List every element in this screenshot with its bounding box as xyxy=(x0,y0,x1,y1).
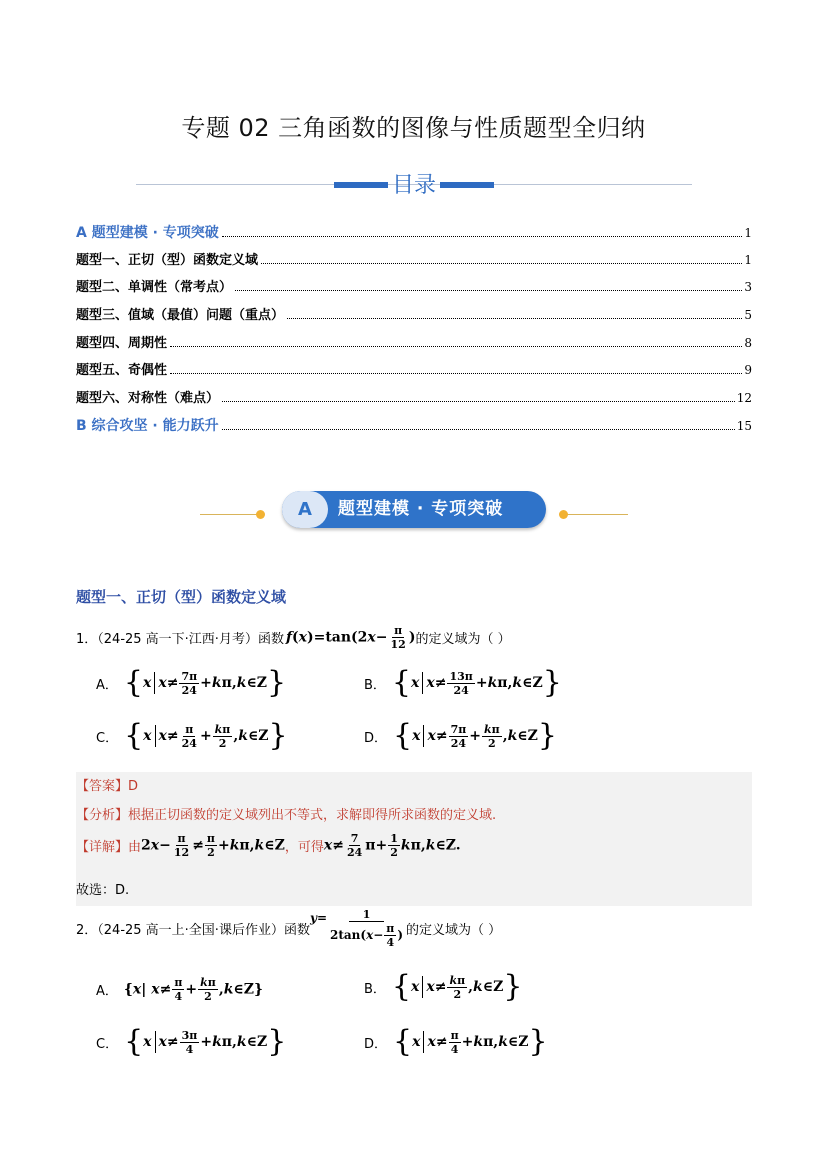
toc-page: 12 xyxy=(736,391,752,405)
toc-label: A 题型建模 · 专项突破 xyxy=(76,225,219,241)
toc-leader xyxy=(170,346,742,347)
detail-formula-1: 2x− $\frac{\pi}{12}$ ≠ $\frac{\pi}{2}$ +kπ,k∈Z xyxy=(141,832,285,859)
toc-page: 15 xyxy=(736,419,752,433)
option-c-formula: {x x≠ $\frac{\pi}{24}$ + $\frac{k\pi}{2}$ ,k∈Z} xyxy=(124,718,288,753)
option-d-formula: {x x≠ $\frac{7\pi}{24}$ + $\frac{k\pi}{2}$ ,k∈Z} xyxy=(393,718,557,753)
toc-page: 1 xyxy=(744,226,752,240)
toc-label: 题型三、值域（最值）问题（重点） xyxy=(76,308,285,323)
toc-leader xyxy=(170,373,742,374)
banner-line-left xyxy=(200,514,262,515)
option-b[interactable]: B． {x x≠ $\frac{k\pi}{2}$ ,k∈Z} xyxy=(364,969,523,1004)
question-1 xyxy=(76,624,511,651)
option-a[interactable]: A． {x x≠ $\frac{7\pi}{24}$ +kπ,k∈Z} xyxy=(96,665,287,700)
option-b-formula: {x x≠ $\frac{k\pi}{2}$ ,k∈Z} xyxy=(391,969,523,1004)
section-heading: 题型一、正切（型）函数定义域 xyxy=(76,588,287,606)
banner-line-right xyxy=(566,514,628,515)
option-a-formula: {x x≠ $\frac{7\pi}{24}$ +kπ,k∈Z} xyxy=(123,665,287,700)
option-c[interactable]: C． {x x≠ $\frac{3\pi}{4}$ +kπ,k∈Z} xyxy=(96,1024,287,1059)
toc-leader xyxy=(261,263,742,264)
section-banner xyxy=(282,491,546,528)
q1-formula: f(x)=tan(2x− $\frac{\pi}{12}$ ) xyxy=(285,624,416,651)
toc-heading: 目录 xyxy=(391,173,436,198)
toc-leader xyxy=(222,429,735,430)
toc-row[interactable] xyxy=(76,359,752,379)
toc-row[interactable] xyxy=(76,415,752,435)
question-suffix: 的定义域为（ ） xyxy=(406,923,502,938)
detail-formula-2: x≠ $\frac{7}{24}$ π+ $\frac{1}{2}$ kπ,k∈Z. xyxy=(323,832,461,859)
toc-row[interactable] xyxy=(76,387,752,407)
banner-letter: A xyxy=(282,491,328,528)
toc-label: 题型四、周期性 xyxy=(76,336,168,351)
option-c-formula: {x x≠ $\frac{3\pi}{4}$ +kπ,k∈Z} xyxy=(124,1024,287,1059)
page-title: 专题 02 三角函数的图像与性质题型全归纳 xyxy=(181,114,646,142)
toc-row[interactable] xyxy=(76,249,752,269)
toc-row[interactable] xyxy=(76,222,752,242)
question-2 xyxy=(76,908,501,949)
toc-label: 题型六、对称性（难点） xyxy=(76,391,220,406)
analysis-line: 【分析】根据正切函数的定义域列出不等式，求解即得所求函数的定义域. xyxy=(76,808,497,823)
option-b-formula: {x x≠ $\frac{13\pi}{24}$ +kπ,k∈Z} xyxy=(391,665,562,700)
conclusion-line: 故选：D. xyxy=(76,883,130,898)
toc-row[interactable] xyxy=(76,304,752,324)
toc-bar-left xyxy=(334,182,388,188)
question-prefix: 1．（24-25 高一下·江西·月考）函数 xyxy=(76,632,284,647)
banner-dot-left xyxy=(256,510,265,519)
toc-bar-right xyxy=(440,182,494,188)
toc-row[interactable] xyxy=(76,276,752,296)
question-prefix: 2．（24-25 高一上·全国·课后作业）函数 xyxy=(76,923,310,938)
toc-page: 8 xyxy=(744,336,752,350)
option-d[interactable]: D． {x x≠ $\frac{\pi}{4}$ +kπ,k∈Z} xyxy=(364,1024,548,1059)
option-d[interactable]: D． {x x≠ $\frac{7\pi}{24}$ + $\frac{k\pi}{2}$ ,k∈Z} xyxy=(364,718,557,753)
option-a-formula: {x| x≠ $\frac{\pi}{4}$ + $\frac{k\pi}{2}$ ,k∈Z} xyxy=(123,976,263,1003)
toc-label: B 综合攻坚 · 能力跃升 xyxy=(76,418,219,434)
toc-row[interactable] xyxy=(76,332,752,352)
detail-line: 【详解】 由 2x− $\frac{\pi}{12}$ ≠ $\frac{\pi}{2}$ +kπ,k∈Z ，可得 x≠ $\frac{7}{24}$ π+ $\frac{1}{2}$ kπ,k∈Z. xyxy=(76,832,461,859)
answer-line: 【答案】D xyxy=(76,779,139,794)
toc-label: 题型五、奇偶性 xyxy=(76,363,168,378)
option-b[interactable]: B． {x x≠ $\frac{13\pi}{24}$ +kπ,k∈Z} xyxy=(364,665,562,700)
toc-page: 3 xyxy=(744,280,752,294)
banner-text: 题型建模 · 专项突破 xyxy=(338,499,504,519)
option-c[interactable]: C． {x x≠ $\frac{\pi}{24}$ + $\frac{k\pi}{2}$ ,k∈Z} xyxy=(96,718,288,753)
toc-leader xyxy=(287,318,742,319)
option-d-formula: {x x≠ $\frac{\pi}{4}$ +kπ,k∈Z} xyxy=(393,1024,548,1059)
banner-dot-right xyxy=(559,510,568,519)
toc-leader xyxy=(222,236,743,237)
toc-label: 题型一、正切（型）函数定义域 xyxy=(76,253,259,268)
q2-formula: y = 1 2tan(x− $\frac{\pi}{4}$ ) xyxy=(309,908,404,949)
toc-page: 1 xyxy=(744,253,752,267)
toc-page: 5 xyxy=(744,308,752,322)
question-suffix: 的定义域为（ ） xyxy=(415,632,511,647)
answer-box xyxy=(76,772,752,906)
toc-leader xyxy=(222,401,735,402)
toc-label: 题型二、单调性（常考点） xyxy=(76,280,233,295)
toc-page: 9 xyxy=(744,363,752,377)
toc-leader xyxy=(235,290,742,291)
option-a[interactable]: A． {x| x≠ $\frac{\pi}{4}$ + $\frac{k\pi}{2}$ ,k∈Z} xyxy=(96,976,263,1003)
